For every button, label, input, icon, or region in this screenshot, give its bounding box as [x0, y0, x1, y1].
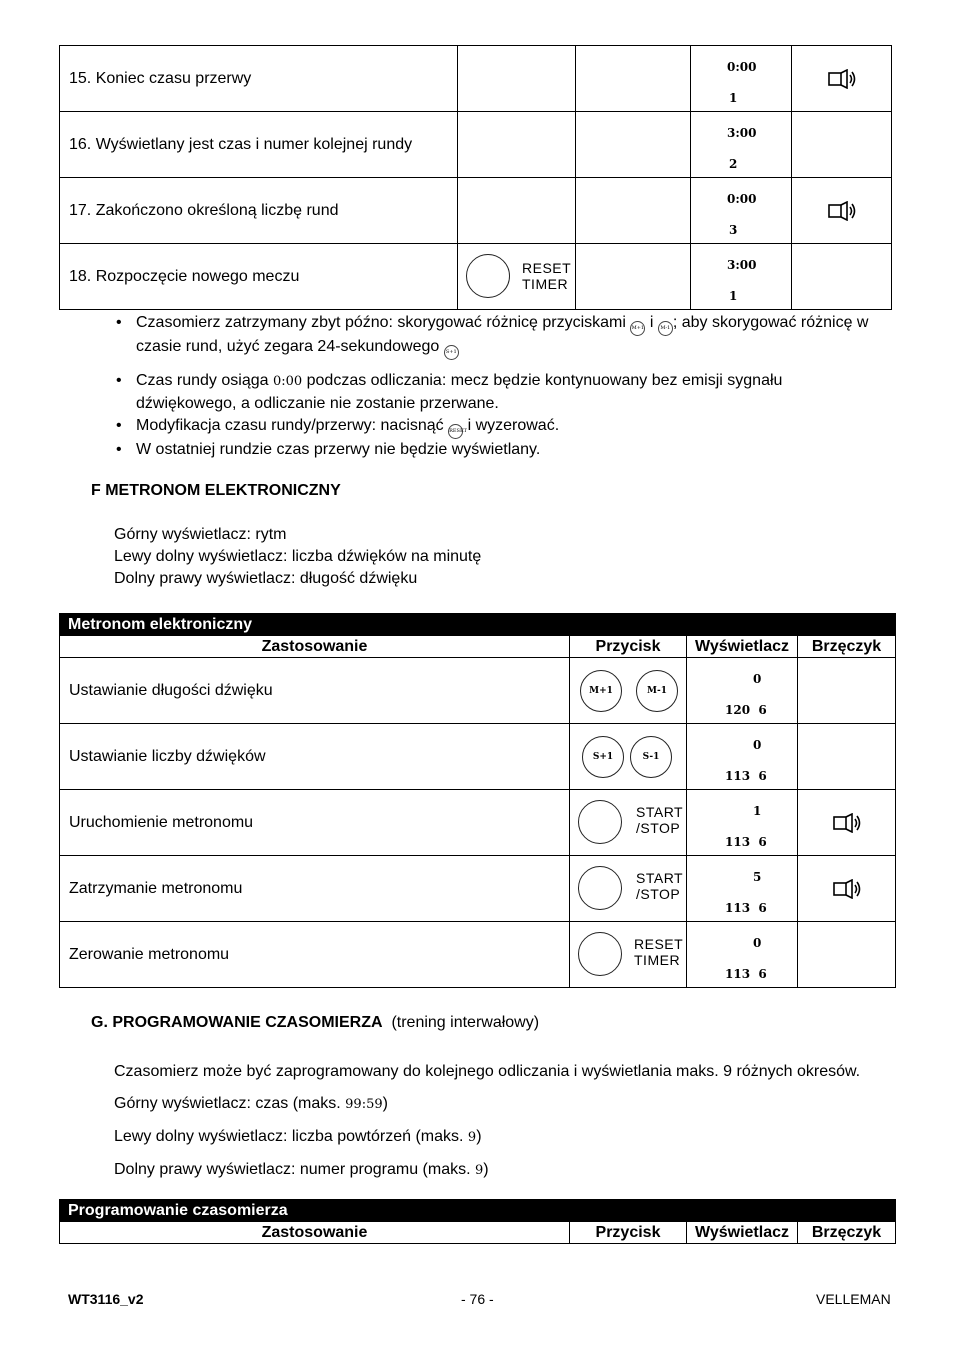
reset-timer-button-icon: [578, 932, 622, 976]
display-bottom: 113 6: [725, 835, 767, 849]
row-label: 18. Rozpoczęcie nowego meczu: [60, 244, 458, 310]
table-row: [60, 46, 892, 112]
empty-cell: [576, 244, 691, 310]
list-item: • Czas rundy osiąga 0:00 podczas odliczania: mecz będzie kontynuowany bez emisji sygnału dźwiękowego, a odliczanie nie zostanie przerwane.: [114, 370, 884, 415]
row-label: 17. Zakończono określoną liczbę rund: [60, 178, 458, 244]
reset-icon: RESET: [448, 424, 463, 439]
display-bottom: 113 6: [725, 769, 767, 783]
button-cell: [458, 112, 576, 178]
button-cell: [570, 922, 687, 988]
display-top: 3:00: [727, 126, 757, 140]
buzzer-cell: [792, 178, 892, 244]
display-top: 0:00: [727, 192, 757, 206]
button-cell: [570, 724, 687, 790]
display-top: 0: [753, 738, 762, 752]
button-cell: [570, 856, 687, 922]
column-header: Brzęczyk: [798, 1222, 896, 1244]
button-cell: [458, 46, 576, 112]
timer-programming-table: [59, 1199, 896, 1244]
list-item: • W ostatniej rundzie czas przerwy nie będzie wyświetlany.: [114, 439, 884, 461]
display-cell: [691, 112, 792, 178]
m-plus-1-icon: M+1: [630, 321, 645, 336]
button-cell: [458, 178, 576, 244]
table-row: [60, 790, 896, 856]
empty-cell: [576, 178, 691, 244]
row-label: 16. Wyświetlany jest czas i numer kolejnej rundy: [60, 112, 458, 178]
table-title: Programowanie czasomierza: [60, 1200, 896, 1222]
table-row: [60, 112, 892, 178]
row-label: Ustawianie długości dźwięku: [60, 658, 570, 724]
display-bottom: 1: [729, 91, 738, 105]
display-top: 3:00: [727, 258, 757, 272]
display-cell: [687, 856, 798, 922]
display-bottom: 3: [729, 223, 738, 237]
section-description: Czasomierz może być zaprogramowany do kolejnego odliczania i wyświetlania maks. 9 różnych okresów. Górny wyświetlacz: czas (maks. 99:59) Lewy dolny wyświetlacz: liczba powtórzeń (maks. 9) Dolny prawy wyświetlacz: numer programu (maks. 9): [114, 1063, 861, 1178]
display-top: 0: [753, 672, 762, 686]
display-bottom: 113 6: [725, 901, 767, 915]
round-timer-table-continued: [59, 45, 892, 310]
m-plus-1-button-icon: M+1: [580, 670, 622, 712]
table-row: [60, 922, 896, 988]
display-cell: [687, 922, 798, 988]
display-cell: [687, 658, 798, 724]
display-bottom: 2: [729, 157, 738, 171]
list-item: • Czasomierz zatrzymany zbyt późno: skorygować różnicę przyciskami M+1 i M-1 ; aby skorygować różnicę w czasie rund, użyć zegara 24-sekundowego S+1: [114, 312, 884, 360]
speaker-icon: [828, 69, 856, 89]
display-bottom: 113 6: [725, 967, 767, 981]
button-cell: [458, 244, 576, 310]
button-label: START /STOP: [636, 870, 684, 902]
column-header: Zastosowanie: [60, 1222, 570, 1244]
button-label: RESET TIMER: [634, 936, 684, 968]
column-header: Brzęczyk: [798, 636, 896, 658]
row-label: Zatrzymanie metronomu: [60, 856, 570, 922]
table-row: [60, 856, 896, 922]
row-label: 15. Koniec czasu przerwy: [60, 46, 458, 112]
display-cell: [687, 790, 798, 856]
display-cell: [691, 46, 792, 112]
buzzer-cell: [798, 790, 896, 856]
display-top: 0:00: [727, 60, 757, 74]
start-stop-button-icon: [578, 866, 622, 910]
table-row: [60, 178, 892, 244]
column-header: Przycisk: [570, 1222, 687, 1244]
table-row: [60, 658, 896, 724]
empty-cell: [576, 46, 691, 112]
footer-model: WT3116_v2: [68, 1291, 144, 1307]
table-row: [60, 244, 892, 310]
buzzer-cell: [792, 112, 892, 178]
display-top: 1: [753, 804, 762, 818]
s-plus-1-button-icon: S+1: [582, 736, 624, 778]
buzzer-cell: [798, 922, 896, 988]
column-header: Przycisk: [570, 636, 687, 658]
button-cell: [570, 658, 687, 724]
button-cell: [570, 790, 687, 856]
s-minus-1-button-icon: S-1: [630, 736, 672, 778]
column-header: Wyświetlacz: [687, 1222, 798, 1244]
reset-timer-button-icon: [466, 254, 510, 298]
start-stop-button-icon: [578, 800, 622, 844]
display-top: 0: [753, 936, 762, 950]
row-label: Zerowanie metronomu: [60, 922, 570, 988]
notes-list: [114, 312, 884, 461]
m-minus-1-icon: M-1: [658, 321, 673, 336]
speaker-icon: [833, 813, 861, 833]
empty-cell: [576, 112, 691, 178]
page-number: - 76 -: [461, 1291, 494, 1307]
table-title: Metronom elektroniczny: [60, 614, 896, 636]
column-header: Wyświetlacz: [687, 636, 798, 658]
table-row: [60, 724, 896, 790]
buzzer-cell: [798, 724, 896, 790]
display-cell: [691, 178, 792, 244]
list-item: • Modyfikacja czasu rundy/przerwy: nacisnąć RESET i wyzerować.: [114, 415, 884, 439]
section-description: Górny wyświetlacz: rytm Lewy dolny wyświetlacz: liczba dźwięków na minutę Dolny prawy wyświetlacz: długość dźwięku: [114, 526, 482, 587]
display-cell: [687, 724, 798, 790]
section-subtitle: (trening interwałowy): [391, 1014, 540, 1031]
column-header: Zastosowanie: [60, 636, 570, 658]
display-bottom: 120 6: [725, 703, 767, 717]
speaker-icon: [833, 879, 861, 899]
speaker-icon: [828, 201, 856, 221]
button-label: RESET TIMER: [522, 260, 572, 292]
display-bottom: 1: [729, 289, 738, 303]
display-cell: [691, 244, 792, 310]
footer-brand: VELLEMAN: [816, 1291, 891, 1307]
row-label: Ustawianie liczby dźwięków: [60, 724, 570, 790]
section-title: G. PROGRAMOWANIE CZASOMIERZA (trening interwałowy): [91, 1014, 540, 1031]
buzzer-cell: [798, 658, 896, 724]
buzzer-cell: [792, 46, 892, 112]
display-top: 5: [753, 870, 762, 884]
metronome-table: [59, 613, 896, 988]
button-label: START /STOP: [636, 804, 684, 836]
section-title: F METRONOM ELEKTRONICZNY: [91, 482, 341, 499]
s-plus-1-icon: S+1: [444, 345, 459, 360]
buzzer-cell: [798, 856, 896, 922]
buzzer-cell: [792, 244, 892, 310]
m-minus-1-button-icon: M-1: [636, 670, 678, 712]
row-label: Uruchomienie metronomu: [60, 790, 570, 856]
